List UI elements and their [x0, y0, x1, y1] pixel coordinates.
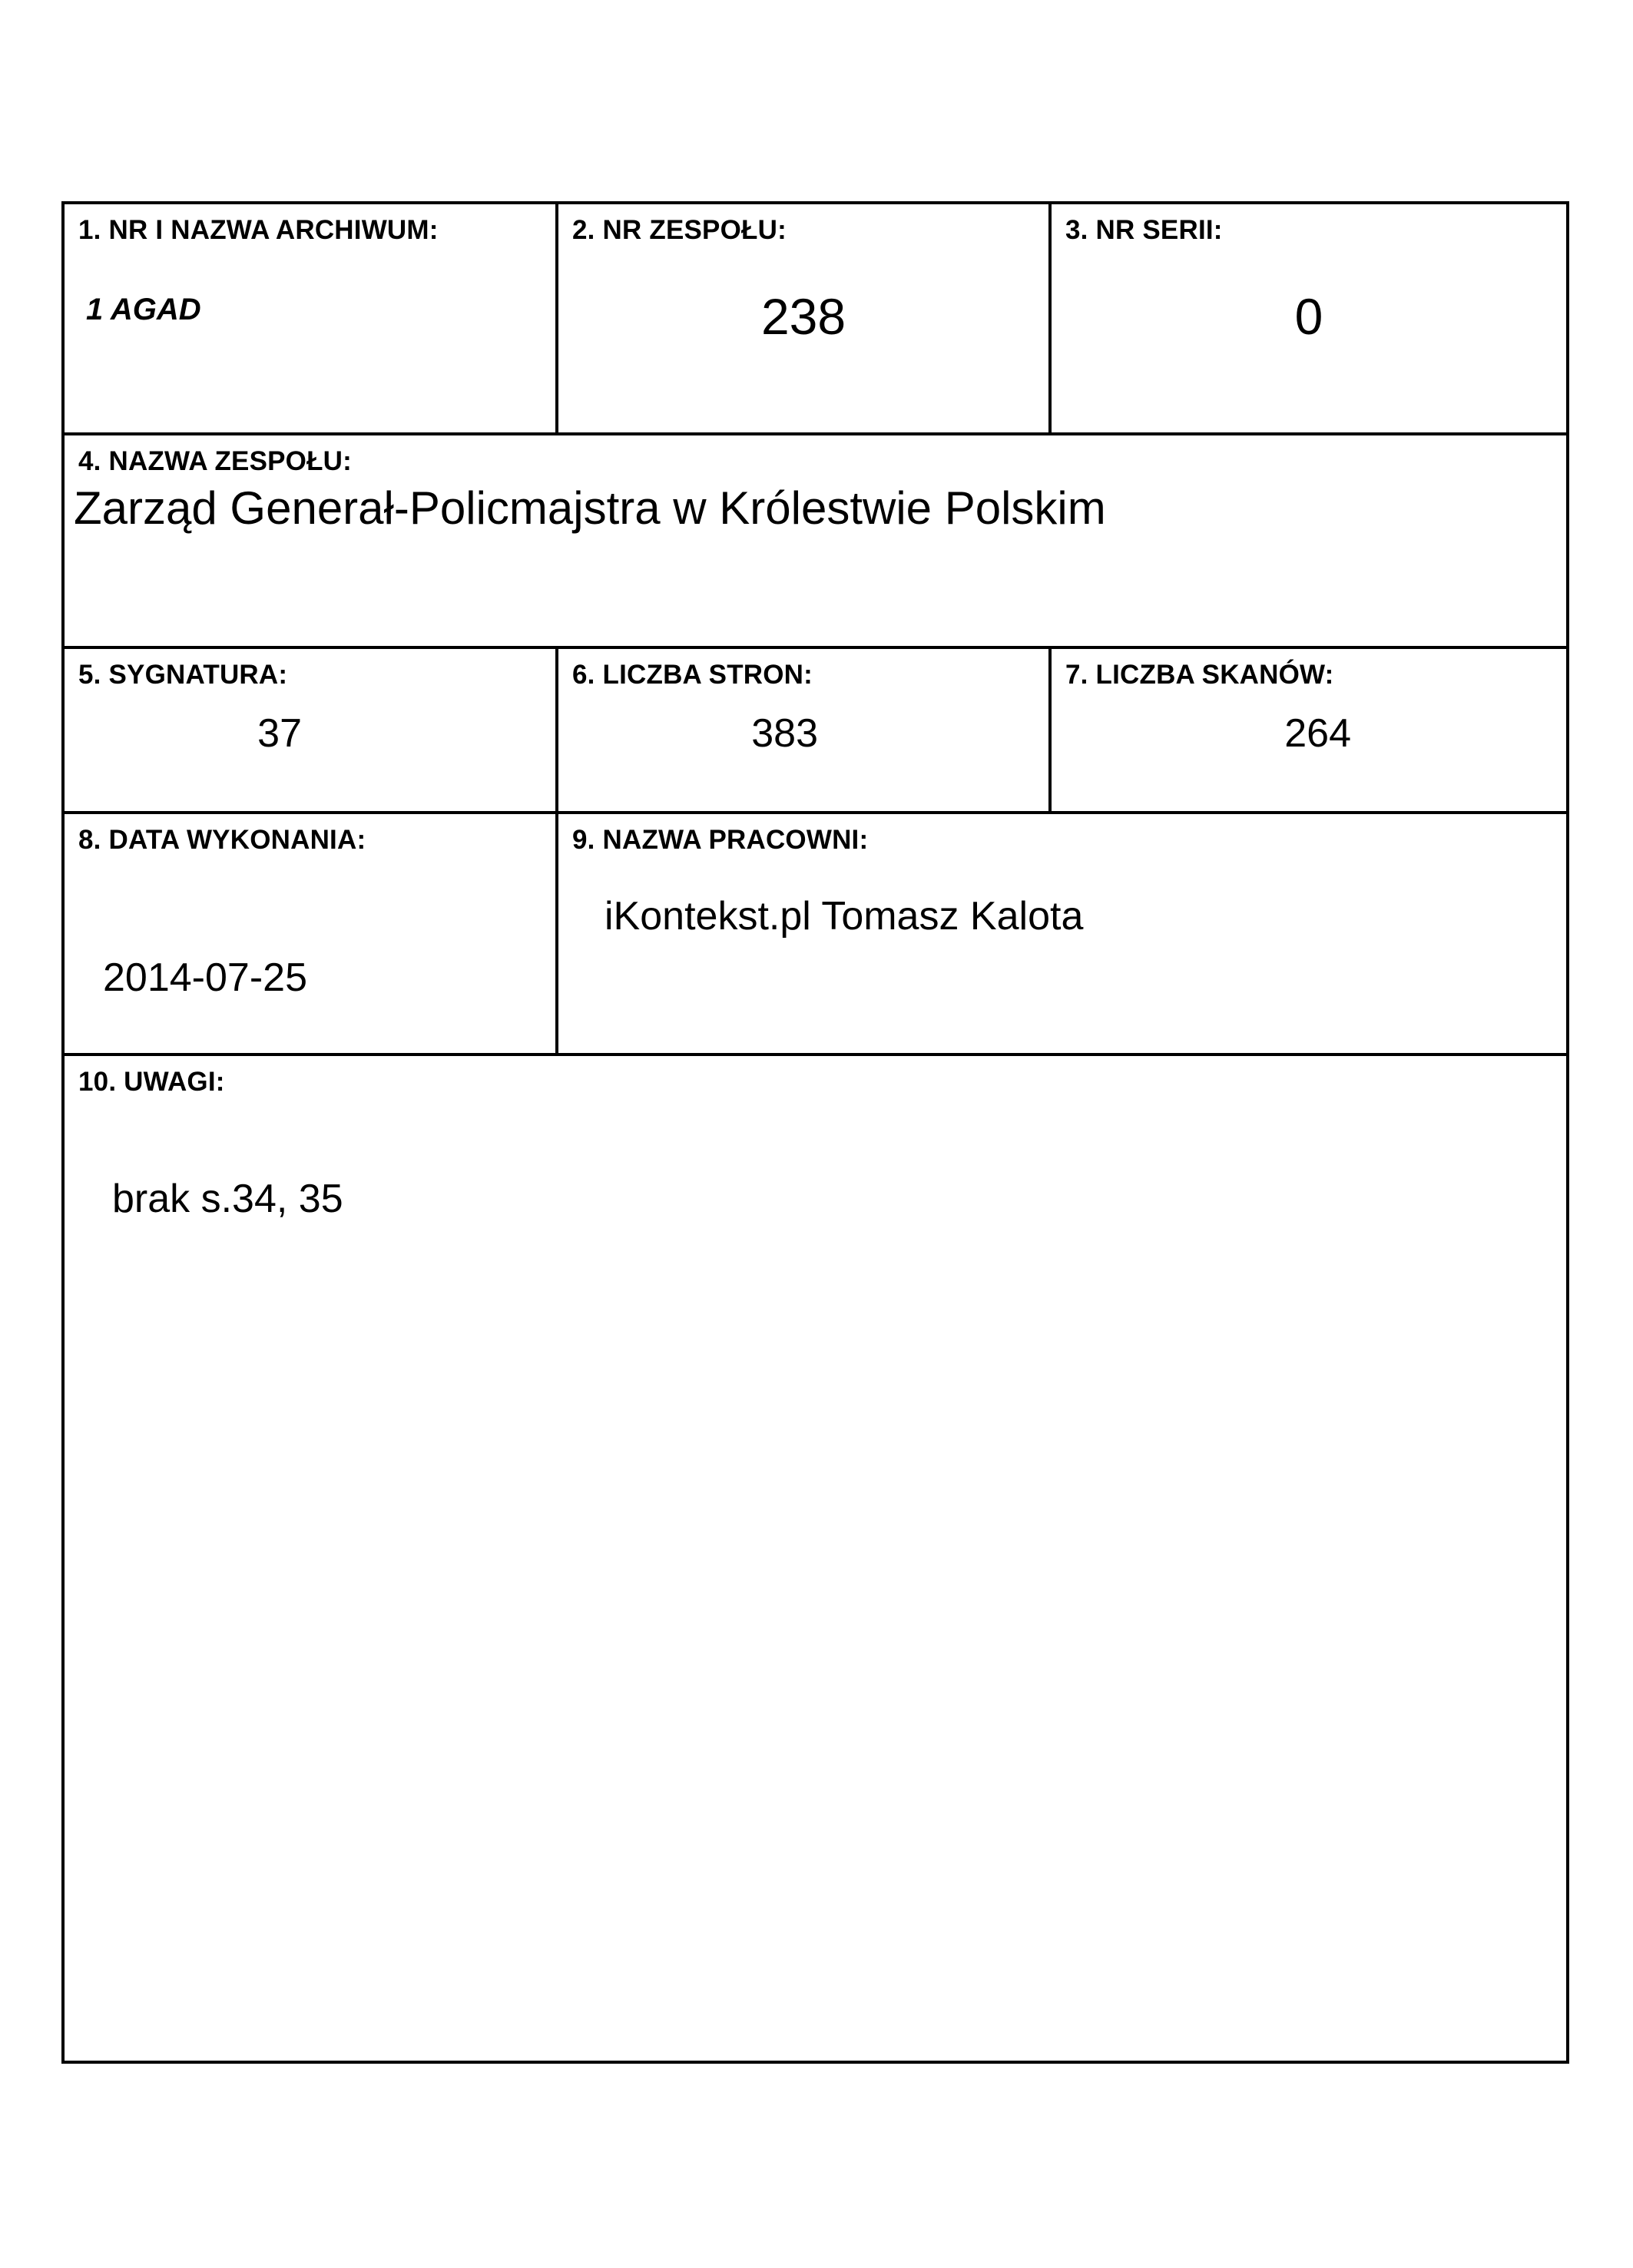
field-archive-name — [65, 204, 558, 432]
form-row-identification — [65, 204, 1566, 435]
form-row-counts — [65, 649, 1566, 814]
form-row-execution — [65, 814, 1566, 1056]
field-workshop-name — [558, 814, 1566, 1053]
field-execution-date — [65, 814, 558, 1053]
field-page-count — [558, 649, 1052, 811]
field-remarks — [65, 1056, 1566, 2061]
form-row-fond-name — [65, 435, 1566, 649]
field-workshop-name-value: iKontekst.pl Tomasz Kalota — [605, 894, 1084, 939]
archival-form-table — [61, 201, 1569, 2064]
field-fond-number-value: 238 — [760, 288, 846, 345]
field-execution-date-label: 8. DATA WYKONANIA: — [78, 825, 366, 855]
field-signature — [65, 649, 558, 811]
field-series-number-value: 0 — [1294, 288, 1323, 345]
field-archive-name-label: 1. NR I NAZWA ARCHIWUM: — [78, 215, 439, 245]
field-remarks-value: brak s.34, 35 — [112, 1177, 343, 1221]
field-fond-name — [65, 435, 1566, 646]
field-series-number — [1052, 204, 1566, 432]
field-scan-count-value: 264 — [1284, 711, 1351, 756]
field-scan-count — [1052, 649, 1566, 811]
field-fond-name-label: 4. NAZWA ZESPOŁU: — [78, 446, 352, 476]
field-fond-number-label: 2. NR ZESPOŁU: — [572, 215, 787, 245]
field-scan-count-label: 7. LICZBA SKANÓW: — [1065, 660, 1334, 690]
field-fond-name-value: Zarząd Generał-Policmajstra w Królestwie Polskim — [74, 482, 1106, 534]
field-page-count-label: 6. LICZBA STRON: — [572, 660, 813, 690]
field-archive-name-value: 1 AGAD — [86, 293, 201, 326]
field-workshop-name-label: 9. NAZWA PRACOWNI: — [572, 825, 869, 855]
form-row-remarks — [65, 1056, 1566, 2061]
field-signature-value: 37 — [257, 711, 302, 756]
field-page-count-value: 383 — [751, 711, 818, 756]
field-remarks-label: 10. UWAGI: — [78, 1067, 225, 1097]
field-fond-number — [558, 204, 1052, 432]
field-signature-label: 5. SYGNATURA: — [78, 660, 288, 690]
field-execution-date-value: 2014-07-25 — [103, 955, 307, 1000]
field-series-number-label: 3. NR SERII: — [1065, 215, 1223, 245]
